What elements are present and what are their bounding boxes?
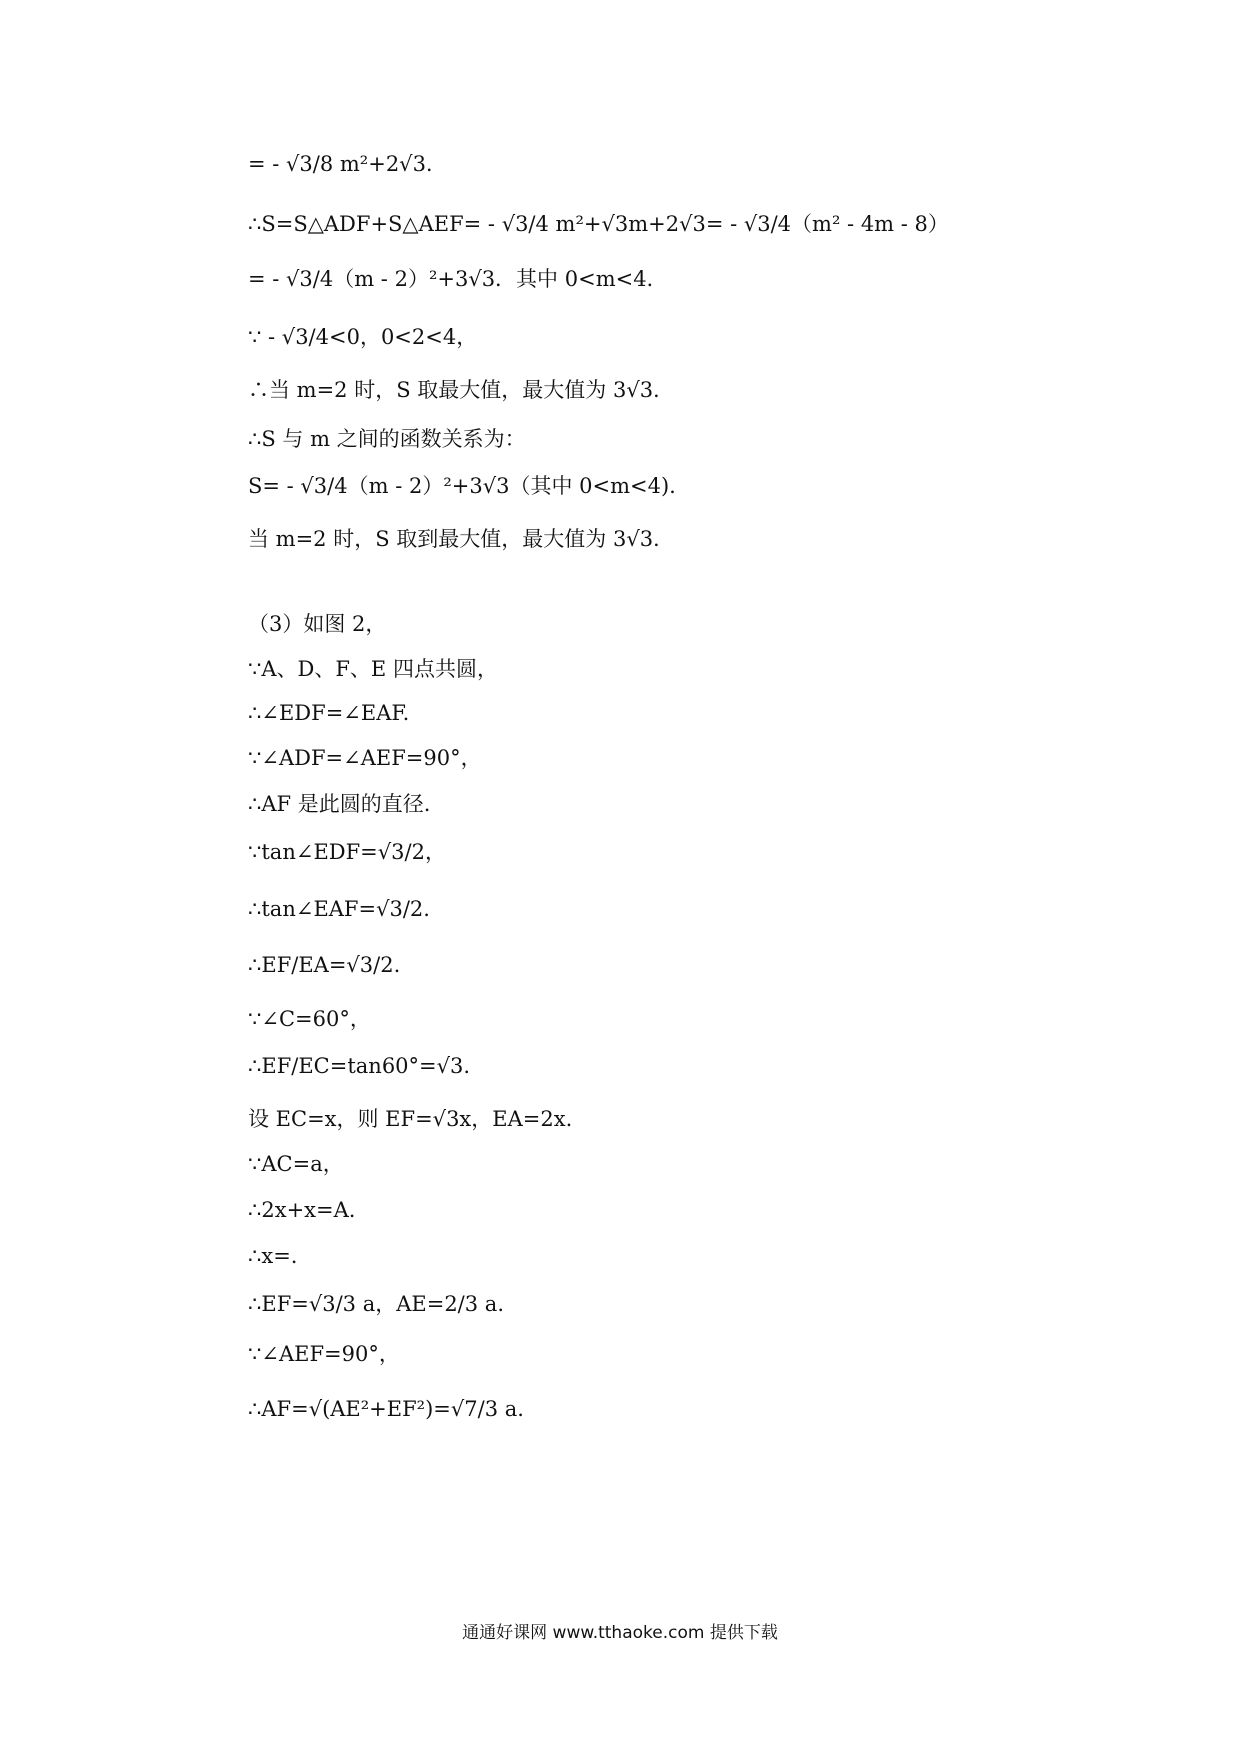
math-line: = - √3/4（m - 2）²+3√3．其中 0<m<4.	[248, 267, 654, 291]
section-heading: （3）如图 2，	[248, 612, 387, 636]
math-line: ∴当 m=2 时，S 取最大值，最大值为 3√3.	[248, 378, 660, 402]
math-line: ∴EF=√3/3 a，AE=2/3 a.	[248, 1292, 504, 1316]
math-line: 设 EC=x，则 EF=√3x，EA=2x.	[248, 1107, 573, 1131]
math-line: ∴AF 是此圆的直径.	[248, 792, 431, 816]
page-footer: 通通好课网 www.tthaoke.com 提供下载	[462, 1623, 778, 1643]
math-line: ∵∠AEF=90°，	[248, 1342, 400, 1366]
math-line: S= - √3/4（m - 2）²+3√3（其中 0<m<4).	[248, 474, 676, 498]
math-line: ∴tan∠EAF=√3/2.	[248, 897, 430, 921]
math-line: ∴∠EDF=∠EAF.	[248, 701, 410, 725]
math-line: ∴EF/EC=tan60°=√3.	[248, 1054, 471, 1078]
math-line: 当 m=2 时，S 取到最大值，最大值为 3√3.	[248, 527, 660, 551]
math-line: ∵A、D、F、E 四点共圆，	[248, 657, 498, 681]
math-line: ∴S 与 m 之间的函数关系为：	[248, 427, 526, 451]
math-line: = - √3/8 m²+2√3.	[248, 152, 433, 176]
math-line: ∴AF=√(AE²+EF²)=√7/3 a.	[248, 1397, 524, 1421]
math-line: ∵∠ADF=∠AEF=90°，	[248, 746, 482, 770]
math-line: ∵ - √3/4<0，0<2<4，	[248, 325, 478, 349]
math-line: ∵∠C=60°，	[248, 1007, 371, 1031]
math-line: ∴x=.	[248, 1244, 298, 1268]
math-line: ∴2x+x=A.	[248, 1198, 356, 1222]
math-line: ∴S=S△ADF+S△AEF= - √3/4 m²+√3m+2√3= - √3/4（m² - 4m - 8）	[248, 212, 949, 236]
math-line: ∵AC=a，	[248, 1152, 344, 1176]
math-line: ∴EF/EA=√3/2.	[248, 953, 401, 977]
math-line: ∵tan∠EDF=√3/2，	[248, 840, 446, 864]
